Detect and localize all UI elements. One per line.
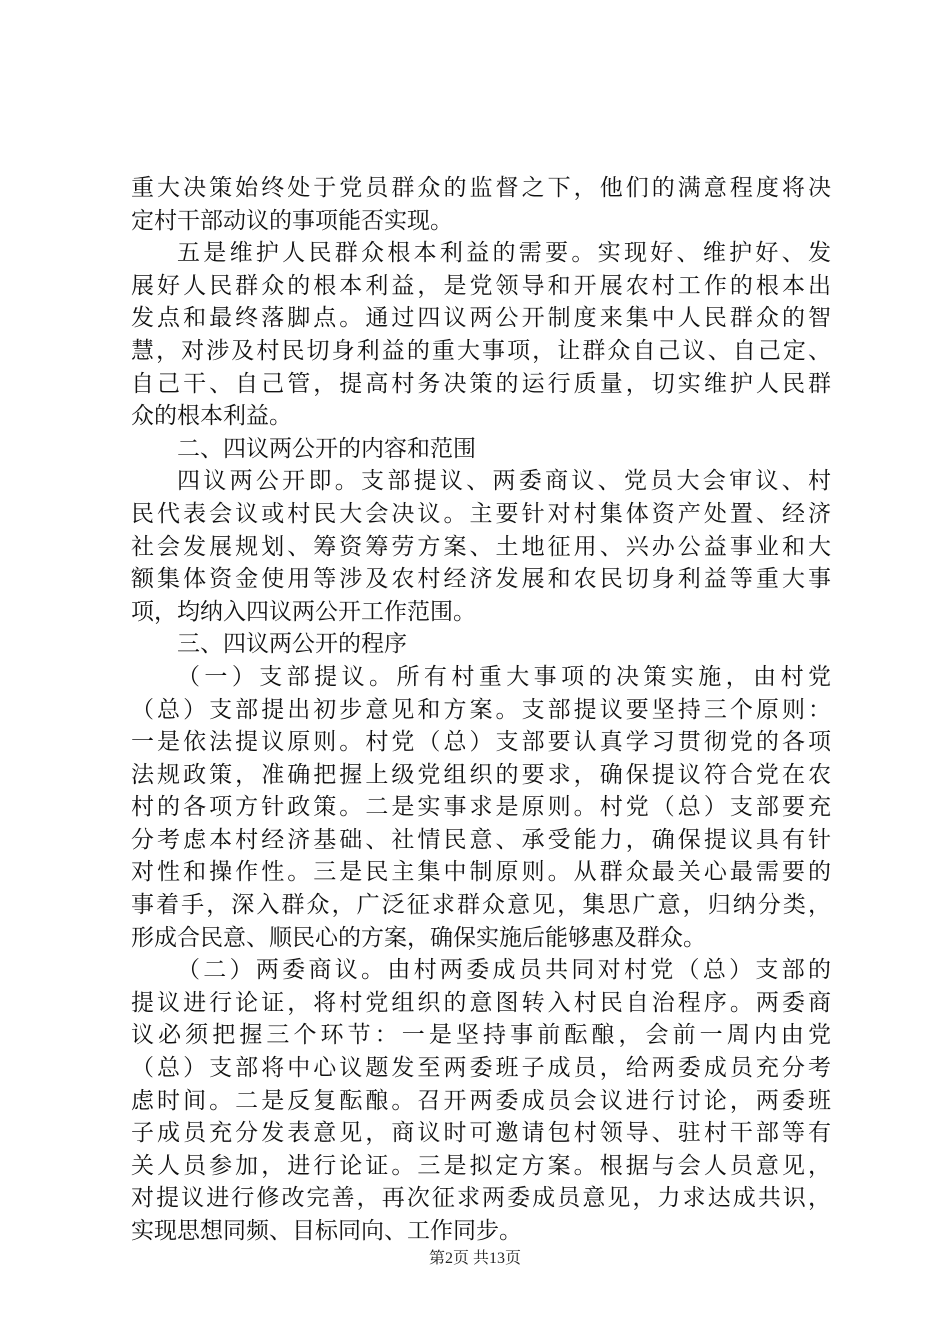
- text-line: 一是依法提议原则。村党（总）支部要认真学习贯彻党的各项: [131, 729, 831, 756]
- text-line: 法规政策，准确把握上级党组织的要求，确保提议符合党在农: [131, 761, 831, 788]
- text-line: 子成员充分发表意见，商议时可邀请包村领导、驻村干部等有: [131, 1120, 831, 1147]
- text-line: 事着手，深入群众，广泛征求群众意见，集思广意，归纳分类，: [131, 892, 831, 919]
- text-line: 三、四议两公开的程序: [177, 631, 407, 658]
- text-line: （总）支部提出初步意见和方案。支部提议要坚持三个原则：: [131, 696, 831, 723]
- text-line: 自己干、自己管，提高村务决策的运行质量，切实维护人民群: [131, 370, 831, 397]
- text-line: 慧，对涉及村民切身利益的重大事项，让群众自己议、自己定、: [131, 337, 831, 364]
- text-line: 议必须把握三个环节：一是坚持事前酝酿，会前一周内由党: [131, 1022, 831, 1049]
- text-line: 定村干部动议的事项能否实现。: [131, 207, 453, 234]
- document-body: [131, 172, 831, 1248]
- text-line: 五是维护人民群众根本利益的需要。实现好、维护好、发: [177, 240, 831, 267]
- text-line: 提议进行论证，将村党组织的意图转入村民自治程序。两委商: [131, 989, 831, 1016]
- text-line: 社会发展规划、筹资筹劳方案、土地征用、兴办公益事业和大: [131, 533, 831, 560]
- text-line: 发点和最终落脚点。通过四议两公开制度来集中人民群众的智: [131, 305, 831, 332]
- text-line: 众的根本利益。: [131, 403, 292, 430]
- text-line: 二、四议两公开的内容和范围: [177, 435, 476, 462]
- text-line: 项，均纳入四议两公开工作范围。: [131, 598, 476, 625]
- text-line: 四议两公开即。支部提议、两委商议、党员大会审议、村: [177, 468, 831, 495]
- text-line: 虑时间。二是反复酝酿。召开两委成员会议进行讨论，两委班: [131, 1087, 831, 1114]
- text-line: 对提议进行修改完善，再次征求两委成员意见，力求达成共识，: [131, 1185, 831, 1212]
- text-line: 村的各项方针政策。二是实事求是原则。村党（总）支部要充: [131, 794, 831, 821]
- text-line: 对性和操作性。三是民主集中制原则。从群众最关心最需要的: [131, 859, 831, 886]
- text-line: （总）支部将中心议题发至两委班子成员，给两委成员充分考: [131, 1055, 831, 1082]
- text-line: 形成合民意、顺民心的方案，确保实施后能够惠及群众。: [131, 924, 706, 951]
- text-line: （二）两委商议。由村两委成员共同对村党（总）支部的: [177, 957, 831, 984]
- text-line: 分考虑本村经济基础、社情民意、承受能力，确保提议具有针: [131, 826, 831, 853]
- page-number-footer: 第2页 共13页: [428, 1250, 521, 1267]
- text-line: 实现思想同频、目标同向、工作同步。: [131, 1218, 522, 1244]
- text-line: 展好人民群众的根本利益，是党领导和开展农村工作的根本出: [131, 272, 831, 299]
- text-line: 额集体资金使用等涉及农村经济发展和农民切身利益等重大事: [131, 566, 831, 593]
- text-line: 重大决策始终处于党员群众的监督之下，他们的满意程度将决: [131, 175, 831, 201]
- text-line: 民代表会议或村民大会决议。主要针对村集体资产处置、经济: [131, 500, 831, 527]
- text-line: （一）支部提议。所有村重大事项的决策实施，由村党: [177, 663, 831, 690]
- text-line: 关人员参加，进行论证。三是拟定方案。根据与会人员意见，: [131, 1152, 831, 1179]
